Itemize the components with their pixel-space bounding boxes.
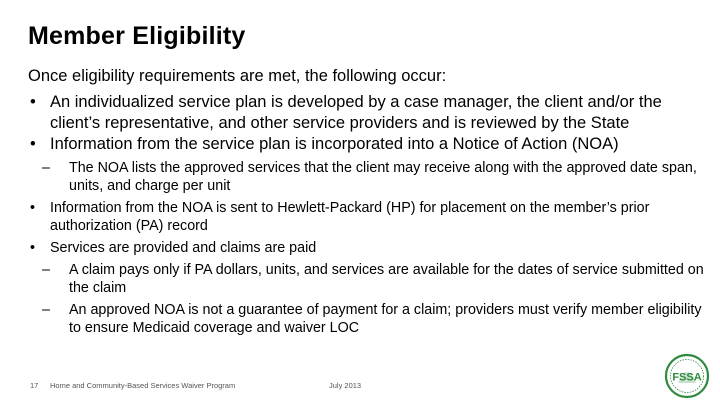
subbullet-text: A claim pays only if PA dollars, units, and services are available for the dates of service submitted on the claim	[69, 262, 704, 296]
bullet-noa-incorporated	[28, 134, 708, 155]
fssa-seal-icon	[664, 353, 710, 399]
subbullet-text: An approved NOA is not a guarantee of payment for a claim; providers must verify member eligibility to ensure Medicaid coverage and waiver LOC	[69, 302, 702, 336]
slide-title: Member Eligibility	[28, 22, 246, 50]
subbullet-marker: –	[42, 160, 50, 176]
bullet-service-plan	[28, 92, 708, 134]
footer-program: Home and Community-Based Services Waiver Program	[50, 381, 236, 390]
bullet-marker: •	[30, 93, 36, 111]
bullet-text: Services are provided and claims are paid	[50, 240, 317, 256]
subbullet-marker: –	[42, 262, 50, 278]
bullet-noa-sent-hp	[28, 199, 708, 235]
logo-text: FSSA	[672, 371, 702, 384]
slide-intro: Once eligibility requirements are met, the following occur:	[28, 67, 447, 85]
footer-page-number: 17	[30, 381, 39, 390]
subbullet-marker: –	[42, 302, 50, 318]
subbullet-text: The NOA lists the approved services that the client may receive along with the approved date span, units, and charge per unit	[69, 160, 697, 194]
bullet-text: Information from the NOA is sent to Hewlett-Packard (HP) for placement on the member’s prior authorization (PA) record	[50, 200, 650, 234]
footer-date: July 2013	[329, 381, 362, 390]
subbullet-claim-pays	[35, 261, 708, 297]
subbullet-not-guarantee	[35, 301, 708, 337]
bullet-services-provided	[28, 239, 708, 257]
slide-body	[28, 92, 708, 337]
bullet-marker: •	[30, 240, 36, 256]
bullet-text: An individualized service plan is developed by a case manager, the client and/or the client’s representative, and other service providers and is reviewed by the State	[50, 93, 662, 132]
bullet-marker: •	[30, 135, 36, 153]
bullet-text: Information from the service plan is incorporated into a Notice of Action (NOA)	[50, 135, 619, 153]
bullet-marker: •	[30, 200, 36, 216]
subbullet-noa-lists	[35, 159, 708, 195]
